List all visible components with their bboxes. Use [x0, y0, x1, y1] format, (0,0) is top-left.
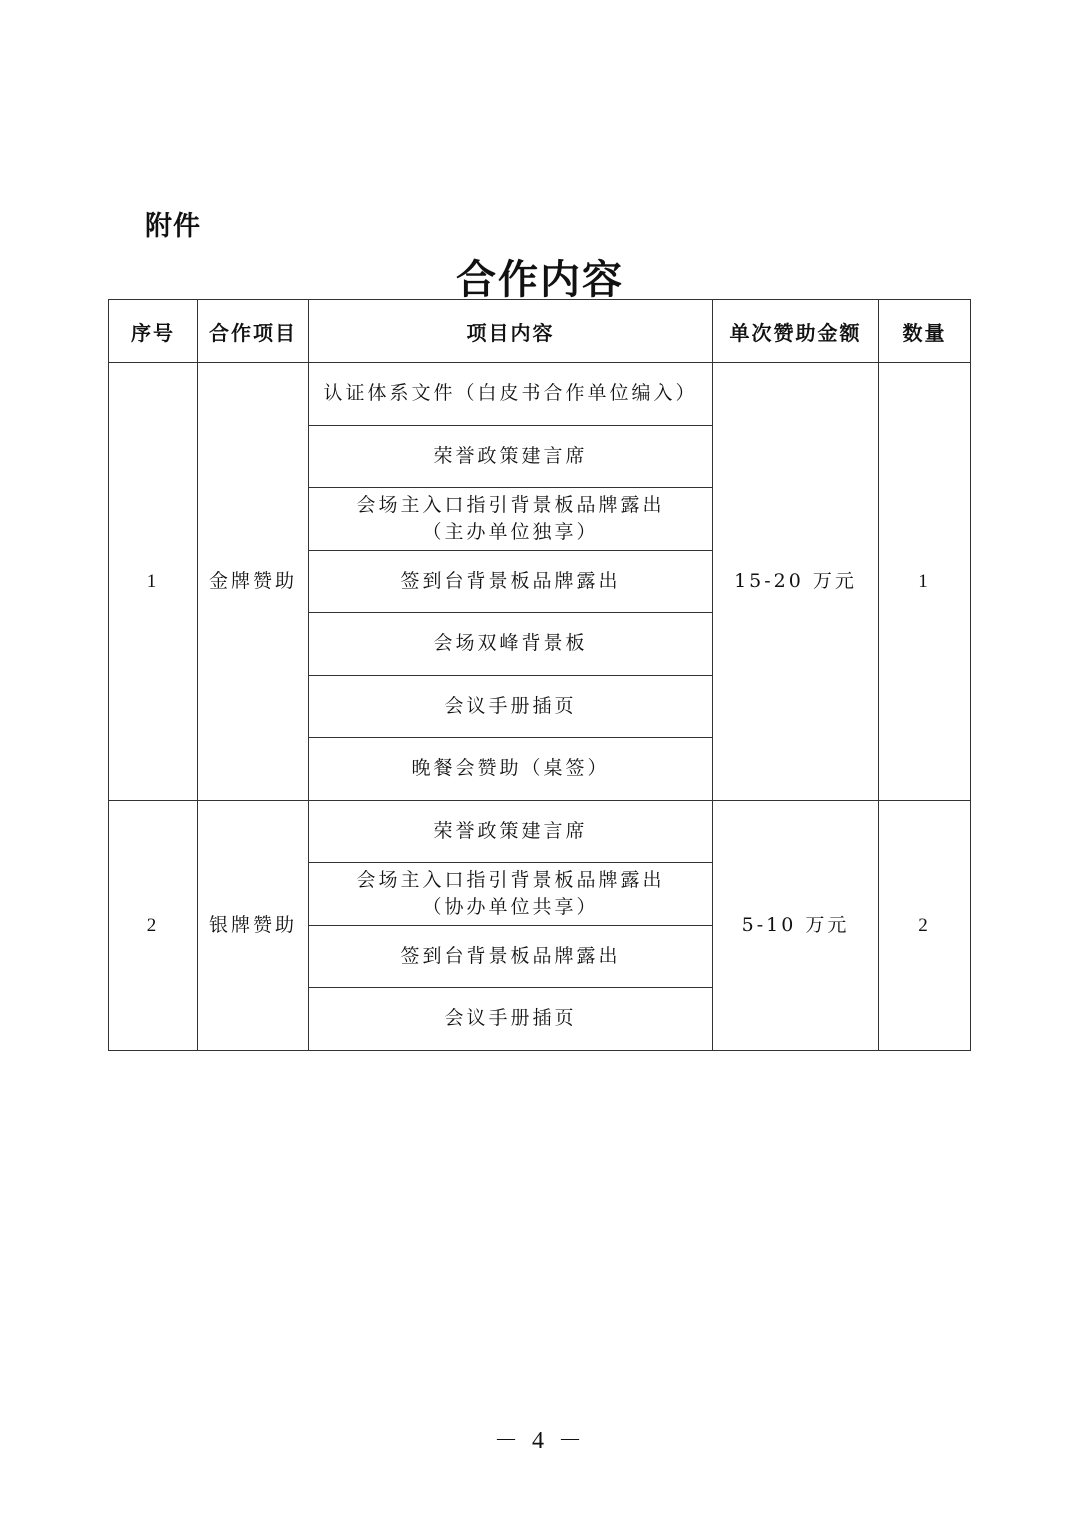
group-quantity: 1 — [879, 363, 971, 801]
content-item: 荣誉政策建言席 — [309, 425, 713, 488]
table-row — [109, 800, 971, 863]
header-amount: 单次赞助金额 — [713, 300, 879, 363]
header-index: 序号 — [109, 300, 198, 363]
header-quantity: 数量 — [879, 300, 971, 363]
content-item: 会议手册插页 — [309, 988, 713, 1051]
attachment-label: 附件 — [145, 211, 201, 242]
cooperation-table — [108, 299, 971, 1051]
content-item: 签到台背景板品牌露出 — [309, 550, 713, 613]
group-project: 金牌赞助 — [198, 363, 309, 801]
group-amount: 5-10 万元 — [713, 800, 879, 1050]
group-amount: 15-20 万元 — [713, 363, 879, 801]
header-content: 项目内容 — [309, 300, 713, 363]
group-project: 银牌赞助 — [198, 800, 309, 1050]
group-index: 1 — [109, 363, 198, 801]
content-item: 荣誉政策建言席 — [309, 800, 713, 863]
group-index: 2 — [109, 800, 198, 1050]
header-project: 合作项目 — [198, 300, 309, 363]
content-item: 会场双峰背景板 — [309, 613, 713, 676]
group-quantity: 2 — [879, 800, 971, 1050]
content-item: 会议手册插页 — [309, 675, 713, 738]
content-item: 签到台背景板品牌露出 — [309, 925, 713, 988]
document-title: 合作内容 — [456, 257, 624, 303]
content-item: 会场主入口指引背景板品牌露出（协办单位共享） — [309, 863, 713, 926]
content-item: 晚餐会赞助（桌签） — [309, 738, 713, 801]
table-header-row — [109, 300, 971, 363]
content-item: 会场主入口指引背景板品牌露出（主办单位独享） — [309, 488, 713, 551]
page-number: － 4 － — [494, 1428, 586, 1454]
table-row — [109, 363, 971, 426]
content-item: 认证体系文件（白皮书合作单位编入） — [309, 363, 713, 426]
